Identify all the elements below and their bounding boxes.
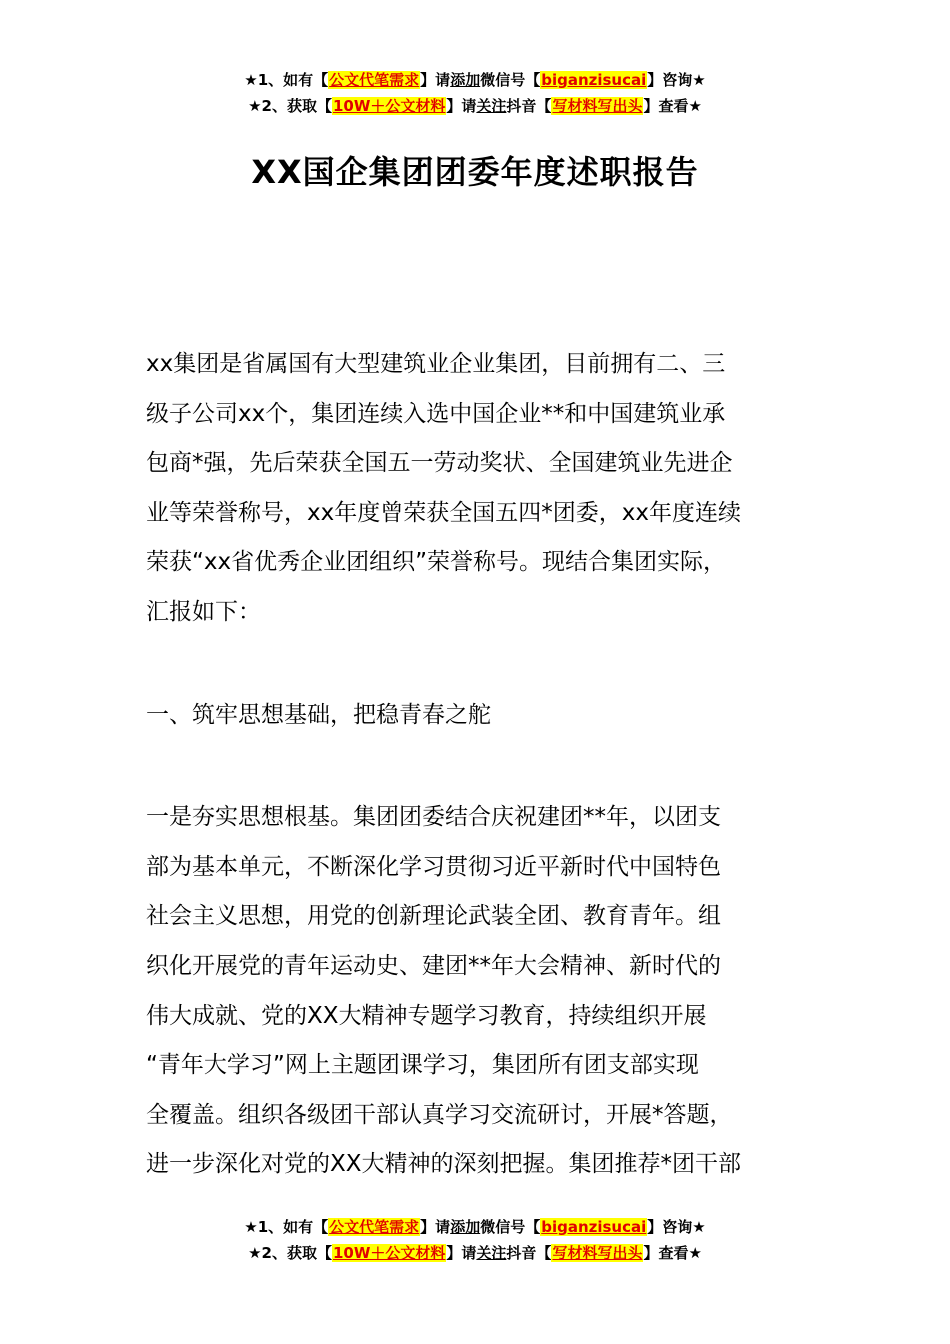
paragraph-line: 业等荣誉称号，xx年度曾荣获全国五四*团委，xx年度连续 [146,499,741,526]
promo-underlined-word: 关注 [476,97,507,115]
promo-text: 】请 [420,71,451,89]
paragraph-line: xx集团是省属国有大型建筑业企业集团，目前拥有二、三 [146,351,726,377]
intro-paragraph [146,340,836,638]
promo-footer [0,1214,950,1266]
promo-text: 微信号【 [480,71,541,89]
section-heading-text: 一、筑牢思想基础，把稳青春之舵 [146,701,491,728]
paragraph-line: 级子公司xx个，集团连续入选中国企业**和中国建筑业承 [146,400,726,427]
body-paragraph [146,793,836,1190]
paragraph-line: 进一步深化对党的XX大精神的深刻把握。集团推荐*团干部 [146,1151,742,1178]
paragraph-line: 社会主义思想，用党的创新理论武装全团、教育青年。组 [146,903,721,930]
promo-line-1 [0,67,950,93]
promo-text: ★2、获取【 [248,97,332,115]
spacer [146,740,836,793]
promo-text: 】请 [420,1218,451,1236]
promo-text: 】咨询★ [647,71,706,89]
promo-text: 】查看★ [643,1244,702,1262]
promo-highlight-service: 公文代笔需求 [329,1218,420,1236]
promo-text: 抖音【 [506,97,552,115]
section-heading [146,691,836,741]
promo-line-2 [0,1240,950,1266]
promo-text: 】请 [446,97,477,115]
paragraph-line: 全覆盖。组织各级团干部认真学习交流研讨，开展*答题， [146,1101,733,1128]
promo-text: 】请 [446,1244,477,1262]
paragraph-line: 荣获“xx省优秀企业团组织”荣誉称号。现结合集团实际， [146,549,727,576]
promo-text: 抖音【 [506,1244,552,1262]
promo-text: 】查看★ [643,97,702,115]
promo-text: ★2、获取【 [248,1244,332,1262]
promo-underlined-word: 关注 [476,1244,507,1262]
paragraph-line: 部为基本单元，不断深化学习贯彻习近平新时代中国特色 [146,853,721,880]
promo-line-1 [0,1214,950,1240]
promo-highlight-wechat-id: biganzisucai [541,71,647,89]
document-body [146,340,836,1190]
paragraph-line: “青年大学习”网上主题团课学习，集团所有团支部实现 [146,1052,699,1079]
promo-text: ★1、如有【 [244,1218,329,1236]
paragraph-line: 伟大成就、党的XX大精神专题学习教育，持续组织开展 [146,1002,707,1029]
promo-highlight-douyin: 写材料写出头 [552,97,643,115]
promo-line-2 [0,93,950,119]
promo-underlined-word: 添加 [450,71,481,89]
promo-highlight-materials: 10W＋公文材料 [332,1244,446,1262]
promo-highlight-douyin: 写材料写出头 [552,1244,643,1262]
promo-highlight-materials: 10W＋公文材料 [332,97,446,115]
spacer [146,638,836,691]
promo-text: ★1、如有【 [244,71,329,89]
document-title: XX国企集团团委年度述职报告 [251,153,699,191]
paragraph-line: 包商*强，先后荣获全国五一劳动奖状、全国建筑业先进企 [146,450,733,477]
paragraph-line: 一是夯实思想根基。集团团委结合庆祝建团**年，以团支 [146,804,721,831]
promo-header [0,67,950,119]
promo-highlight-service: 公文代笔需求 [329,71,420,89]
paragraph-line: 汇报如下： [146,598,261,625]
promo-highlight-wechat-id: biganzisucai [541,1218,647,1236]
promo-text: 微信号【 [480,1218,541,1236]
promo-underlined-word: 添加 [450,1218,481,1236]
promo-text: 】咨询★ [647,1218,706,1236]
paragraph-line: 织化开展党的青年运动史、建团**年大会精神、新时代的 [146,952,721,979]
